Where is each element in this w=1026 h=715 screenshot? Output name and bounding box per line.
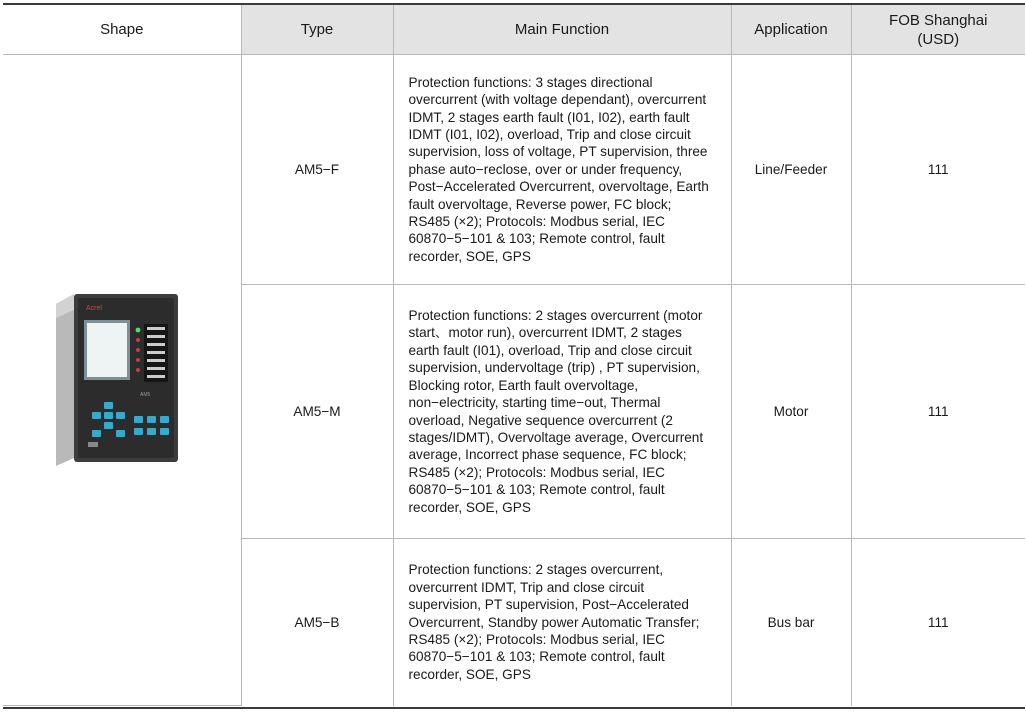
header-application: Application (731, 5, 851, 55)
header-fob-line2: (USD) (917, 30, 960, 48)
row1-application: Line/Feeder (731, 55, 851, 285)
row3-application: Bus bar (731, 539, 851, 706)
device-brand-text: Acrel (85, 305, 102, 312)
row3-type: AM5−B (241, 539, 393, 706)
header-fob-line1: FOB Shanghai (889, 11, 988, 29)
row2-type: AM5−M (241, 285, 393, 539)
protection-relay-device-image (52, 290, 192, 470)
row3-price: 111 (851, 539, 1025, 706)
table-row (3, 55, 1025, 285)
row2-price: 111 (851, 285, 1025, 539)
table-bottom-rule (3, 707, 1025, 709)
row1-main-function: Protection functions: 3 stages directional overcurrent (with voltage dependant), overcurrent IDMT, 2 stages earth fault (I01, I02), earth fault IDMT (I01, I02), overload, Trip and close circuit supervision, loss of voltage, PT supervision, three phase auto−reclose, over or under frequency, Post−Accelerated Overcurrent, overvoltage, Earth fault overvoltage, Reverse power, FC block; RS485 (×2); Protocols: Modbus serial, IEC 60870−5−101 & 103; Remote control, fault recorder, SOE, GPS (393, 55, 731, 285)
device-panel-label: AM5 (139, 392, 151, 398)
header-shape: Shape (3, 5, 241, 55)
header-fob-shanghai (851, 5, 1025, 55)
shape-cell (3, 55, 241, 706)
row2-application: Motor (731, 285, 851, 539)
row1-type: AM5−F (241, 55, 393, 285)
header-type: Type (241, 5, 393, 55)
row3-main-function: Protection functions: 2 stages overcurrent, overcurrent IDMT, Trip and close circuit supervision, PT supervision, Post−Accelerated Overcurrent, Standby power Automatic Transfer; RS485 (×2); Protocols: Modbus serial, IEC 60870−5−101 & 103; Remote control, fault recorder, SOE, GPS (393, 539, 731, 706)
row2-main-function: Protection functions: 2 stages overcurrent (motor start、motor run), overcurrent IDMT, 2 stages earth fault (I01), overload, Trip and close circuit supervision, undervoltage (trip) , PT supervision, Blocking rotor, Earth fault overvoltage, non−electricity, starting time−out, Thermal overload, Negative sequence overcurrent (2 stages/IDMT), Overvoltage average, Overcurrent average, Incorrect phase sequence, FC block; RS485 (×2); Protocols: Modbus serial, IEC 60870−5−101 & 103; Remote control, fault recorder, SOE, GPS (393, 285, 731, 539)
header-main-function: Main Function (393, 5, 731, 55)
product-spec-table (3, 5, 1025, 706)
header-row (3, 5, 1025, 55)
row1-price: 111 (851, 55, 1025, 285)
device-image-wrap (3, 290, 241, 470)
